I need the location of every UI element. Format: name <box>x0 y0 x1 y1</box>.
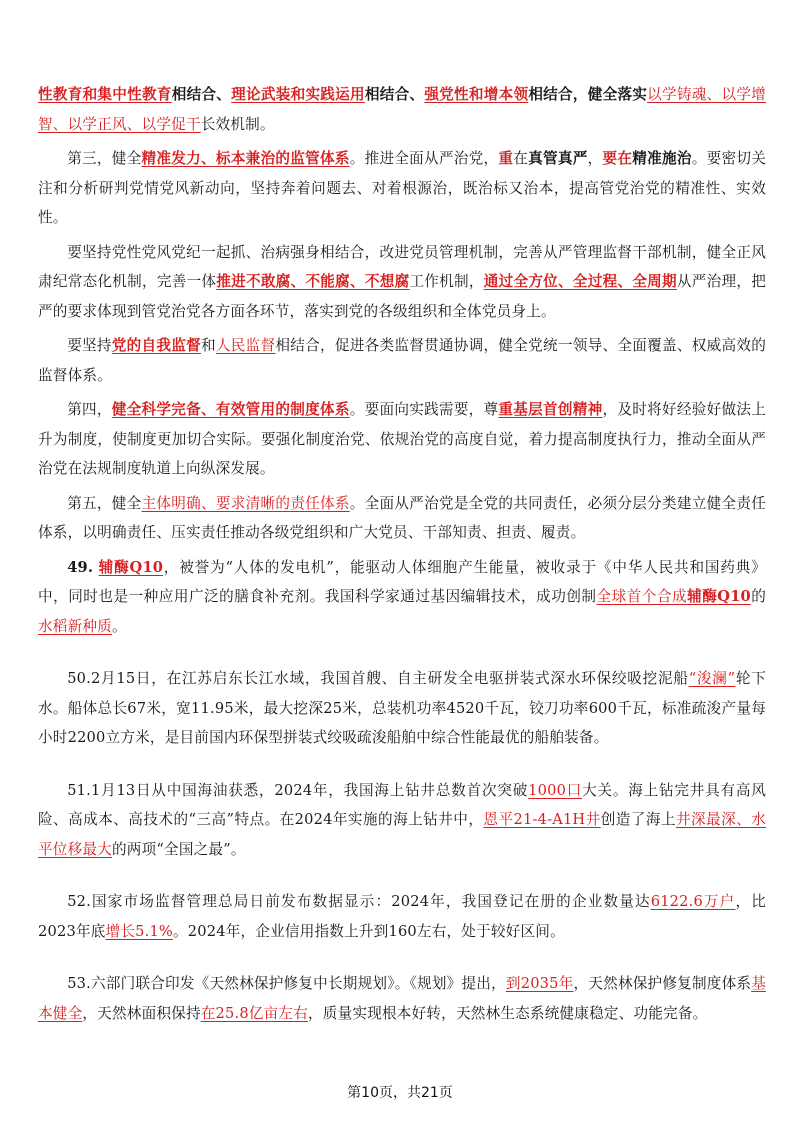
text-run: 相结合、 <box>364 86 425 103</box>
text-run: 。要密切关注和分析研判党情党风新动向，坚持奔着问题去、对着根源治，既治标又治本，提高管党治党的精准性、实效性。 <box>38 150 766 226</box>
highlight-phrase: 以学铸魂、以学增智、以学正风、以学促干 <box>38 86 766 133</box>
text-run: 创造了海上 <box>600 811 676 828</box>
question-53 <box>38 969 766 1028</box>
document-page <box>38 80 766 1033</box>
question-50 <box>38 664 766 753</box>
text-run: 要坚持 <box>67 337 112 354</box>
highlight-phrase: 重 <box>498 150 514 167</box>
paragraph-self-supervision <box>38 331 766 390</box>
text-run: 51.1月13日从中国海油获悉，2024年，我国海上钻井总数首次突破 <box>67 781 529 799</box>
highlight-phrase: 辅酶Q10 <box>687 588 751 605</box>
text-run: 精准施治 <box>632 150 692 167</box>
highlight-phrase: 健全科学完备、有效管用的制度体系 <box>111 401 350 418</box>
text-run: 相结合，健全落实 <box>528 86 648 103</box>
text-run: 第四， <box>67 401 112 418</box>
highlight-phrase: 党的自我监督 <box>111 337 202 354</box>
text-run: ，被誉为“人体的发电机”，能驱动人体细胞产生能量，被收录于《中华人民共和国药典》中，同时也是一种应用广泛的膳食补充剂。我国科学家通过基因编辑技术，成功创制 <box>38 558 766 605</box>
text-run: ，质量实现根本好转，天然林生态系统健康稳定、功能完备。 <box>308 1004 708 1022</box>
text-run: 。推进全面从严治党， <box>349 150 499 167</box>
text-run: 52.国家市场监督管理总局日前发布数据显示：2024年，我国登记在册的企业数量达 <box>67 893 651 910</box>
spacer <box>38 758 766 776</box>
highlight-phrase: 要在 <box>602 150 633 167</box>
text-run: 工作机制， <box>409 273 484 290</box>
text-run: 第三，健全 <box>67 150 142 167</box>
text-run: 长效机制。 <box>200 115 275 133</box>
paragraph-learning-mechanism <box>38 80 766 139</box>
text-run: 。要面向实践需要，尊 <box>349 401 499 418</box>
text-run: 53.六部门联合印发《天然林保护修复中长期规划》。《规划》提出， <box>67 975 506 992</box>
question-51 <box>38 776 766 865</box>
text-run: 轮下水。船体总长67米，宽11.95米，最大挖深25米，总装机功率4520千瓦，铰刀功率600千瓦，标准疏浚产量每小时2200立方米，是目前国内环保型拼装式绞吸疏浚船舶中综合性能最优的船舶装备。 <box>38 670 766 746</box>
highlight-phrase: 精准发力、标本兼治的 <box>141 150 291 167</box>
text-run: 相结合，促进各类监督贯通协调，健全党统一领导、全面覆盖、权威高效的监督体系。 <box>38 337 766 384</box>
highlight-phrase: 责任体系 <box>290 494 350 512</box>
highlight-phrase: 基本健全 <box>38 975 766 1022</box>
text-run: ，及时将好经验好做法上升为制度，使制度更加切合实际。要强化制度治党、依规治党的高度自觉，着力提高制度执行力，推动全面从严治党在法规制度轨道上向纵深发展。 <box>38 401 767 477</box>
paragraph-fifth-point <box>38 489 766 548</box>
highlight-phrase: 恩平21-4-A1H井 <box>483 811 601 828</box>
highlight-phrase: 重基层首创精神 <box>498 401 603 418</box>
text-run: 从严治理，把严的要求体现到管党治党各方面各环节，落实到党的各级组织和全体党员身上。 <box>38 273 766 320</box>
text-run: 50.2月15日，在江苏启东长江水域，我国首艘、自主研发全电驱拼装式深水环保绞吸挖泥船 <box>67 670 689 687</box>
highlight-phrase: 水稻新种质 <box>38 617 112 635</box>
highlight-phrase: 增长5.1% <box>105 922 173 940</box>
paragraph-supervision-mechanism <box>38 238 766 327</box>
spacer <box>38 646 766 664</box>
text-run: 真管真严 <box>528 150 588 167</box>
highlight-phrase: 通过全方位、全过程、全周期 <box>483 273 677 290</box>
text-run: 。 <box>111 617 127 635</box>
highlight-phrase: 监管体系 <box>290 150 350 167</box>
text-run: 的两项“全国之最”。 <box>111 840 246 858</box>
highlight-phrase: 理论武装和实践运用 <box>231 86 365 103</box>
highlight-phrase: 1000口 <box>528 781 583 799</box>
question-number: 49. <box>67 558 94 576</box>
question-49 <box>38 553 766 642</box>
highlight-phrase: 主体明确、要求清晰的 <box>141 494 291 512</box>
highlight-phrase: 在25.8亿亩左右 <box>200 1004 309 1022</box>
page-footer: 第10页，共21页 <box>347 1085 453 1101</box>
paragraph-third-point <box>38 144 766 233</box>
highlight-phrase: 强党性和增本领 <box>424 86 529 103</box>
highlight-phrase: 井深最深、水平位移最大 <box>38 811 767 858</box>
text-run: ，天然林保护修复制度体系 <box>573 975 752 992</box>
paragraph-fourth-point <box>38 395 766 484</box>
text-run: ， <box>587 150 603 167</box>
highlight-phrase: 到2035年 <box>505 975 574 992</box>
text-run: 第五，健全 <box>67 494 142 512</box>
highlight-phrase: 辅酶Q10 <box>98 558 164 576</box>
text-run: 。2024年，企业信用指数上升到160左右，处于较好区间。 <box>173 922 565 940</box>
text-run: 大关。海上钻完井具有高风险、高成本、高技术的“三高”特点。在2024年实施的海上钻井中， <box>38 781 767 828</box>
question-52 <box>38 887 766 946</box>
text-run: 相结合、 <box>171 86 232 103</box>
text-run: 要坚持党性党风党纪一起抓、治病强身相结合，改进党员管理机制，完善从严管理监督干部机制，健全正风肃纪常态化机制，完善一体 <box>38 243 766 290</box>
highlight-phrase: 6122.6万户 <box>650 893 736 910</box>
text-run: 和 <box>201 337 216 354</box>
spacer <box>38 951 766 969</box>
text-run: 的 <box>750 588 767 605</box>
text-run: 在 <box>513 150 529 167</box>
highlight-phrase: “浚澜” <box>688 670 736 687</box>
highlight-phrase: 性教育和集中性教育 <box>38 86 172 103</box>
highlight-phrase: 推进不敢腐、不能腐、不想腐 <box>216 273 410 290</box>
highlight-phrase: 人民监督 <box>215 337 276 354</box>
text-run: ，天然林面积保持 <box>82 1004 201 1022</box>
spacer <box>38 869 766 887</box>
text-run: ，比2023年底 <box>38 893 766 940</box>
text-run: 。全面从严治党是全党的共同责任，必须分层分类建立健全责任体系，以明确责任、压实责任推动各级党组织和广大党员、干部知责、担责、履责。 <box>38 494 766 541</box>
highlight-phrase: 全球首个合成 <box>596 588 688 605</box>
